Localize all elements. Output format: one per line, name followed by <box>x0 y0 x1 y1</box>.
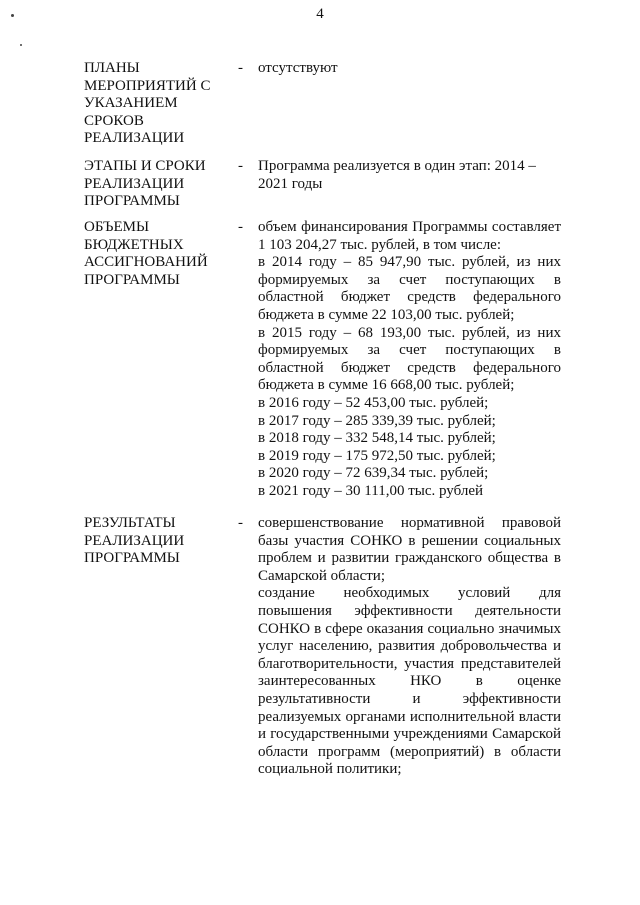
title-line: АССИГНОВАНИЙ <box>84 254 208 271</box>
text-line: реализуемых органами исполнительной власти <box>258 708 561 725</box>
title-line: МЕРОПРИЯТИЙ С <box>84 77 211 94</box>
section-text <box>258 515 561 779</box>
scan-speck <box>20 44 22 46</box>
title-line: ПРОГРАММЫ <box>84 550 180 567</box>
text-line: областной бюджет средств федерального <box>258 359 561 376</box>
text-line: результативности и эффективности <box>258 690 561 707</box>
text-line: Программа реализуется в один этап: 2014 – <box>258 158 536 174</box>
section-text <box>258 158 561 193</box>
text-line: областной бюджет средств федерального <box>258 289 561 306</box>
title-line: РЕАЛИЗАЦИИ <box>84 532 185 549</box>
text-line: в 2019 году – 175 972,50 тыс. рублей; <box>258 447 496 464</box>
text-line: 1 103 204,27 тыс. рублей, в том числе: <box>258 236 502 253</box>
text-line: повышения эффективности деятельности <box>258 602 561 619</box>
text-line: отсутствуют <box>258 60 338 76</box>
page-number: 4 <box>316 6 324 22</box>
section-title <box>84 515 234 568</box>
section-text <box>258 60 561 78</box>
section-title <box>84 219 234 289</box>
section-dash: - <box>238 515 243 531</box>
title-line: ПРОГРАММЫ <box>84 271 180 288</box>
text-line: и государственными учреждениями Самарской <box>258 726 561 743</box>
title-line: РЕЗУЛЬТАТЫ <box>84 515 176 531</box>
title-line: УКАЗАНИЕМ <box>84 95 178 112</box>
text-line: социальной политики; <box>258 761 402 778</box>
text-line: формируемых за счет поступающих в <box>258 271 561 288</box>
text-line: услуг населению, развития добровольчества и <box>258 638 561 655</box>
text-line: в 2016 году – 52 453,00 тыс. рублей; <box>258 394 489 411</box>
text-line: в 2014 году – 85 947,90 тыс. рублей, из них <box>258 254 561 271</box>
title-line: РЕАЛИЗАЦИИ <box>84 175 185 192</box>
text-line: формируемых за счет поступающих в <box>258 342 561 359</box>
section-dash: - <box>238 60 243 76</box>
text-line: Самарской области; <box>258 567 385 584</box>
text-line: бюджета в сумме 16 668,00 тыс. рублей; <box>258 377 515 394</box>
text-line: в 2018 году – 332 548,14 тыс. рублей; <box>258 430 496 447</box>
title-line: РЕАЛИЗАЦИИ <box>84 130 185 147</box>
text-line: объем финансирования Программы составляет <box>258 219 561 235</box>
section-dash: - <box>238 219 243 235</box>
text-line: области программ (мероприятий) в области <box>258 743 561 760</box>
text-line: бюджета в сумме 22 103,00 тыс. рублей; <box>258 306 515 323</box>
title-line: ПРОГРАММЫ <box>84 193 180 210</box>
title-line: ОБЪЕМЫ <box>84 219 150 235</box>
section-text <box>258 219 561 501</box>
text-line: создание необходимых условий для <box>258 585 561 602</box>
title-line: ПЛАНЫ <box>84 60 140 76</box>
text-line: СОНКО в сфере оказания социально значимых <box>258 620 561 637</box>
section-title <box>84 60 234 148</box>
text-line: в 2020 году – 72 639,34 тыс. рублей; <box>258 465 489 482</box>
section-title <box>84 158 234 211</box>
scan-speck <box>11 14 14 17</box>
text-line: в 2017 году – 285 339,39 тыс. рублей; <box>258 412 496 429</box>
text-line: в 2021 году – 30 111,00 тыс. рублей <box>258 482 484 499</box>
text-line: благотворительности, участия представителей <box>258 655 561 672</box>
text-line: заинтересованных НКО в оценке <box>258 673 561 690</box>
text-line: в 2015 году – 68 193,00 тыс. рублей, из них <box>258 324 561 341</box>
text-line: 2021 годы <box>258 175 323 192</box>
title-line: СРОКОВ <box>84 112 144 129</box>
text-line: совершенствование нормативной правовой <box>258 515 561 531</box>
title-line: ЭТАПЫ И СРОКИ <box>84 158 206 174</box>
section-dash: - <box>238 158 243 174</box>
title-line: БЮДЖЕТНЫХ <box>84 236 184 253</box>
text-line: базы участия СОНКО в решении социальных <box>258 532 561 549</box>
text-line: проблем и развитии гражданского общества в <box>258 550 561 567</box>
